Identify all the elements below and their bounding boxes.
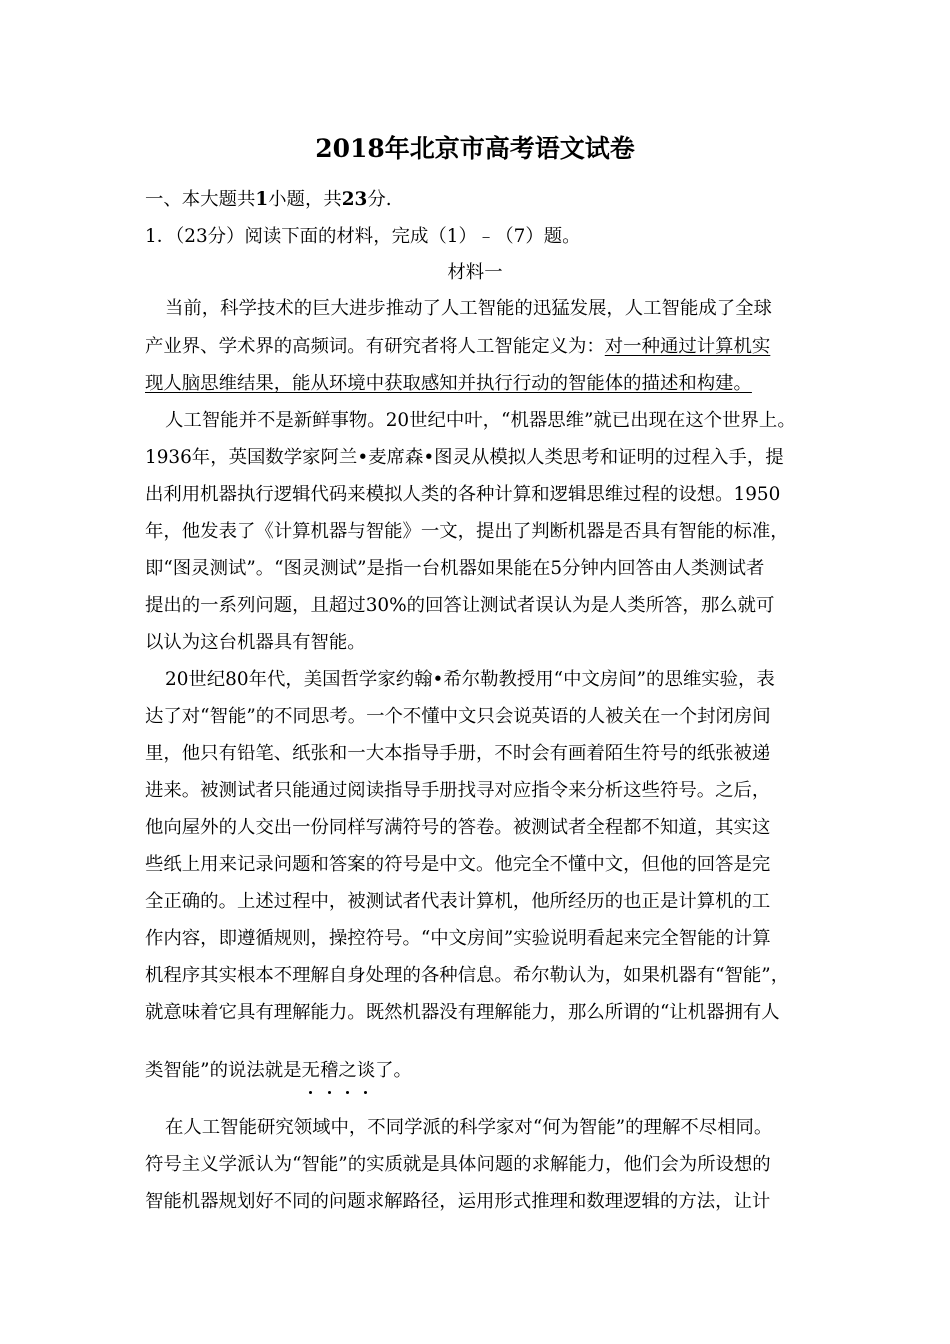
emphasis-dotted-char: 之 [338, 1058, 356, 1084]
text-line: 就意味着它具有理解能力。既然机器没有理解能力，那么所谓的“让机器拥有人 [145, 1002, 780, 1023]
text-line: 达了对“智能”的不同思考。一个不懂中文只会说英语的人被关在一个封闭房间 [145, 706, 771, 727]
text-line: 全正确的。上述过程中，被测试者代表计算机，他所经历的也正是计算机的工 [145, 891, 771, 912]
material-heading: 材料一 [447, 262, 503, 283]
text-line [145, 371, 752, 397]
text-line: 他向屋外的人交出一份同样写满符号的答卷。被测试者全程都不知道，其实这 [145, 817, 771, 838]
text-segment: 类智能”的说法就是 [145, 1060, 302, 1081]
emphasis-dotted-char: 谈 [357, 1058, 375, 1084]
text-line: 20世纪80年代，美国哲学家约翰•希尔勒教授用“中文房间”的思维实验，表 [165, 669, 775, 690]
text-line: 作内容，即遵循规则，操控符号。“中文房间”实验说明看起来完全智能的计算 [145, 928, 771, 949]
text-line: 即“图灵测试”。“图灵测试”是指一台机器如果能在5分钟内回答由人类测试者 [145, 558, 765, 579]
question-count: 1 [255, 189, 269, 210]
text-line: 年，他发表了《计算机器与智能》一文，提出了判断机器是否具有智能的标准， [145, 521, 789, 542]
text-line: 机程序其实根本不理解自身处理的各种信息。希尔勒认为，如果机器有“智能”， [145, 965, 790, 986]
question-instruction: 1．（23分）阅读下面的材料，完成（1）﹣（7）题。 [145, 226, 581, 247]
section-heading [145, 187, 392, 213]
emphasis-dotted-char: 无 [302, 1058, 320, 1084]
text-line: 以认为这台机器具有智能。 [145, 632, 366, 653]
text-segment: 产业界、学术界的高频词。有研究者将人工智能定义为： [145, 336, 605, 357]
text-line: 当前，科学技术的巨大进步推动了人工智能的迅猛发展，人工智能成了全球 [165, 298, 772, 319]
underlined-definition: 对一种通过计算机实 [604, 336, 771, 357]
text-segment: 了。 [375, 1060, 412, 1081]
section-text: 一、本大题共 [145, 189, 256, 210]
text-line: 出利用机器执行逻辑代码来模拟人类的各种计算和逻辑思维过程的设想。1950 [145, 484, 781, 505]
text-line: 在人工智能研究领域中，不同学派的科学家对“何为智能”的理解不尽相同。 [165, 1117, 773, 1138]
text-line: 里，他只有铅笔、纸张和一大本指导手册，不时会有画着陌生符号的纸张被递 [145, 743, 771, 764]
text-line [145, 334, 770, 360]
emphasis-dotted-char: 稽 [320, 1058, 338, 1084]
text-line: 人工智能并不是新鲜事物。20世纪中叶，“机器思维”就已出现在这个世界上。 [165, 410, 796, 431]
text-line: 1936年，英国数学家阿兰•麦席森•图灵从模拟人类思考和证明的过程入手，提 [145, 447, 784, 468]
text-line [145, 1058, 412, 1084]
text-line: 符号主义学派认为“智能”的实质就是具体问题的求解能力，他们会为所设想的 [145, 1154, 771, 1175]
text-line: 些纸上用来记录问题和答案的符号是中文。他完全不懂中文，但他的回答是完 [145, 854, 771, 875]
text-line: 提出的一系列问题，且超过30%的回答让测试者误认为是人类所答，那么就可 [145, 595, 775, 616]
section-text: 分. [367, 189, 392, 210]
text-line: 智能机器规划好不同的问题求解路径，运用形式推理和数理逻辑的方法，让计 [145, 1191, 771, 1212]
section-text: 小题，共 [268, 189, 342, 210]
page-title: 2018年北京市高考语文试卷 [315, 134, 635, 163]
total-points: 23 [341, 189, 368, 210]
underlined-definition: 现人脑思维结果，能从环境中获取感知并执行行动的智能体的描述和构建。 [145, 373, 752, 394]
text-line: 进来。被测试者只能通过阅读指导手册找寻对应指令来分析这些符号。之后， [145, 780, 771, 801]
